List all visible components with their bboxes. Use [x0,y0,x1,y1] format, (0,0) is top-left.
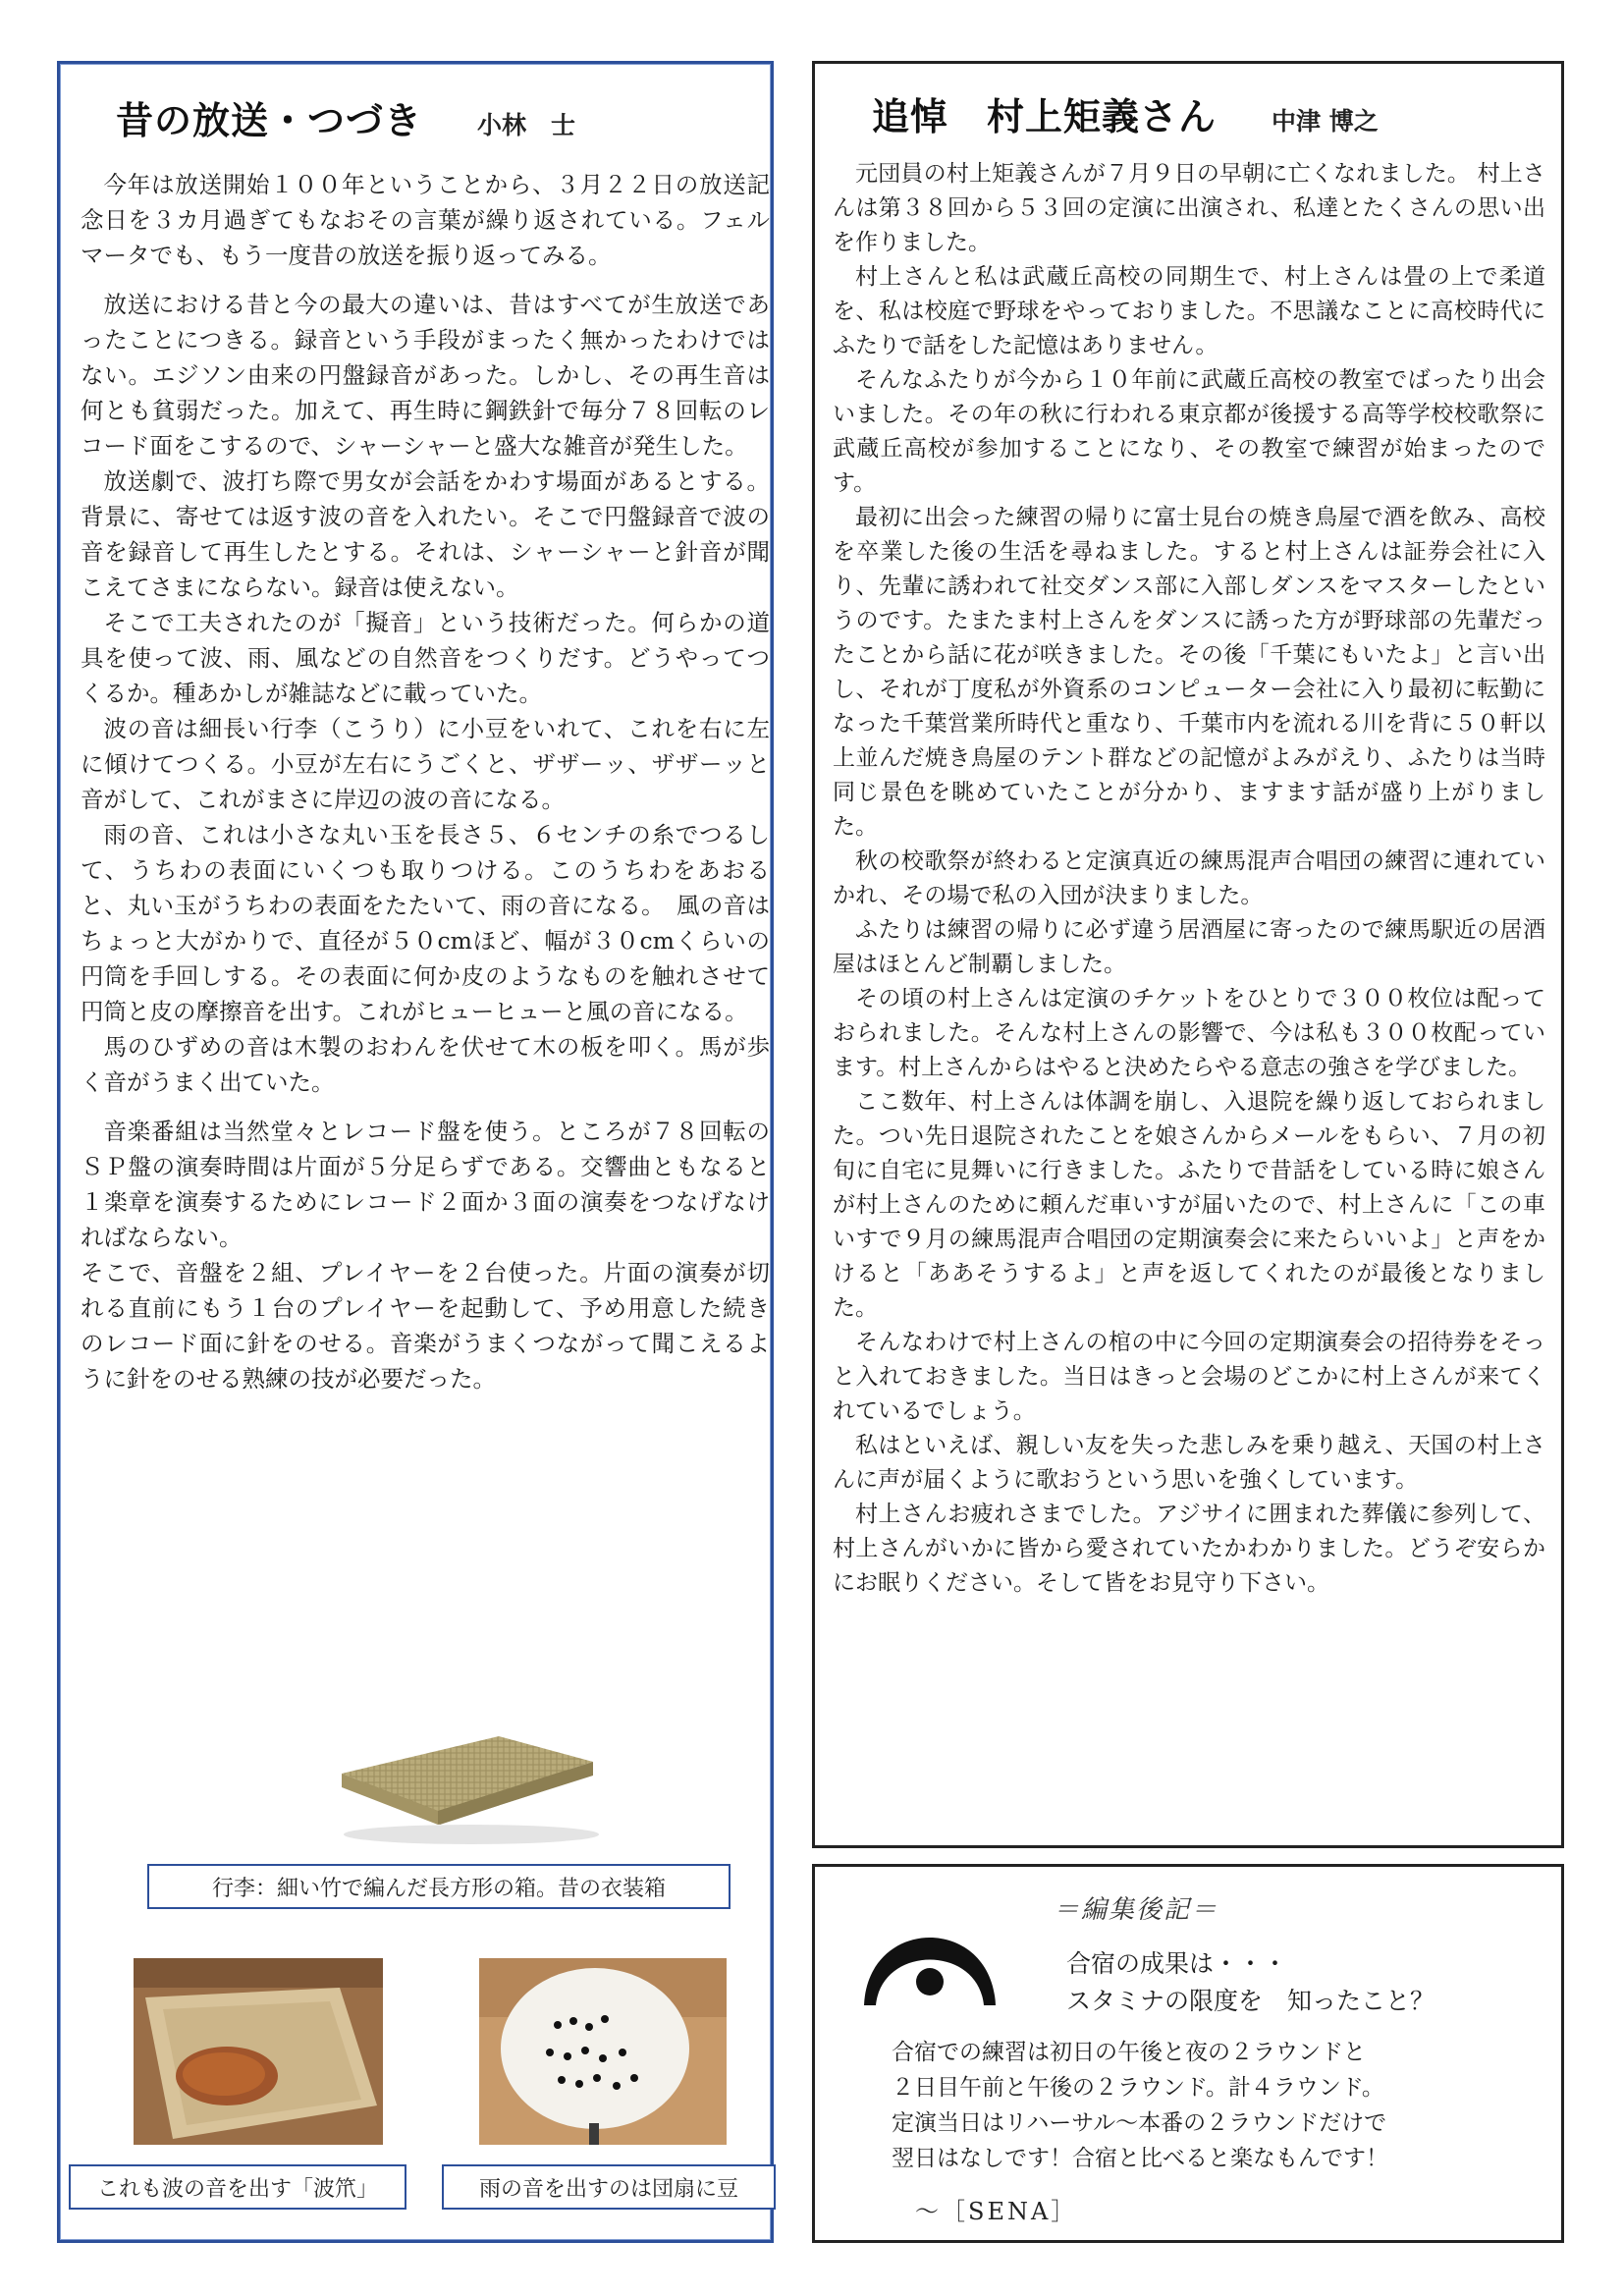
editor-notes-body [892,2035,1520,2176]
right-article-author: 中津 博之 [1272,107,1379,136]
right-paragraph: 村上さんと私は武蔵丘高校の同期生で、村上さんは畳の上で柔道を、私は校庭で野球をやっておりました。不思議なことに高校時代にふたりで話をした記憶はありません。 [833,264,1545,358]
right-article-title: 追悼 村上矩義さん [872,95,1218,138]
right-paragraph: 私はといえば、親しい友を失った悲しみを乗り越え、天国の村上さんに声が届くように歌おうという思いを強くしています。 [833,1433,1545,1493]
right-paragraph: 最初に出会った練習の帰りに富士見台の焼き鳥屋で酒を飲み、高校を卒業した後の生活を尋ねました。すると村上さんは証券会社に入り、先輩に誘われて社交ダンス部に入部しダンスをマスターしたというのです。たまたま村上さんをダンスに誘った方が野球部の先輩だったことから話に花が咲きました。その後「千葉にもいたよ」と言い出し、それが丁度私が外資系のコンピューター会社に入り最初に転勤になった千葉営業所時代と重なり、千葉市内を流れる川を背に５０軒以上並んだ焼き鳥屋のテント群などの記憶がよみがえり、ふたりは当時同じ景色を眺めていたことが分かり、ますます話が盛り上がりました。 [833,505,1546,840]
left-paragraph: そこで工夫されたのが「擬音」という技術だった。何らかの道具を使って波、雨、風などの自然音をつくりだす。どうやってつくるか。種あかしが雑誌などに載っていた。 [81,609,770,707]
editor-notes-line: ２日目午前と午後の２ラウンド。計４ラウンド。 [892,2075,1384,2101]
left-paragraph: 今年は放送開始１００年ということから、３月２２日の放送記念日を３カ月過ぎてもなおその言葉が繰り返されている。フェルマータでも、もう一度昔の放送を振り返ってみる。 [81,171,770,269]
left-article-title: 昔の放送・つづき [116,99,423,142]
right-paragraph: そんなふたりが今から１０年前に武蔵丘高校の教室でばったり出会いました。その年の秋に行われる東京都が後援する高等学校校歌祭に武蔵丘高校が参加することになり、その教室で練習が始まったのです。 [833,367,1546,496]
editor-notes-line: 定演当日はリハーサル～本番の２ラウンドだけで [892,2110,1387,2136]
editor-notes-line: 翌日はなしです！合宿と比べると楽なもんです！ [892,2146,1388,2171]
left-article-header [116,90,575,144]
editor-notes-line: 合宿での練習は初日の午後と夜の２ラウンドと [892,2040,1366,2065]
editor-notes-lead: 合宿の成果は・・・ [1066,1949,1288,1978]
kori-box-photo [324,1685,609,1852]
right-article-body [833,157,1545,1601]
editor-notes-signature: ～［SENA］ [915,2198,1078,2225]
left-paragraph: 放送劇で、波打ち際で男女が会話をかわす場面があるとする。背景に、寄せては返す波の音を入れたい。そこで円盤録音で波の音を録音して再生したとする。それは、シャーシャーと針音が聞こえてさまにならない。録音は使えない。 [81,467,770,601]
kori-caption: 行李：細い竹で編んだ長方形の箱。昔の衣装箱 [147,1864,731,1909]
left-paragraph: そこで、音盤を２組、プレイヤーを２台使った。片面の演奏が切れる直前にもう１台のプレイヤーを起動して、予め用意した続きのレコード面に針をのせる。音楽がうまくつながって聞こえるように針をのせる熟練の技が必要だった。 [81,1259,770,1393]
right-paragraph: 元団員の村上矩義さんが７月９日の早朝に亡くなれました。 村上さんは第３８回から５３回の定演に出演され、私達とたくさんの思い出を作りました。 [833,161,1545,255]
right-paragraph: ここ数年、村上さんは体調を崩し、入退院を繰り返しておられました。つい先日退院されたことを娘さんからメールをもらい、７月の初旬に自宅に見舞いに行きました。ふたりで昔話をしている時に娘さんが村上さんのために頼んだ車いすが届いたので、村上さんに「この車いすで９月の練馬混声合唱団の定期演奏会に来たらいいよ」と声をかけると「ああそうするよ」と声を返してくれたのが最後となりました。 [833,1089,1546,1321]
left-paragraph: 放送における昔と今の最大の違いは、昔はすべてが生放送であったことにつきる。録音という手段がまったく無かったわけではない。エジソン由来の円盤録音があった。しかし、その再生音は何とも貧弱だった。加えて、再生時に鋼鉄針で毎分７８回転のレコード面をこするので、シャーシャーと盛大な雑音が発生した。 [81,291,770,460]
left-paragraph: 雨の音、これは小さな丸い玉を長さ５、６センチの糸でつるして、うちわの表面にいくつも取りつける。このうちわをあおると、丸い玉がうちわの表面をたたいて、雨の音になる。 風の音はちょっと大がかりで、直径が５０cmほど、幅が３０cmくらいの円筒を手回しする。その表面に何か皮のようなものを触れさせて円筒と皮の摩擦音を出す。これがヒューヒューと風の音になる。 [81,821,770,1025]
right-paragraph: 村上さんお疲れさまでした。アジサイに囲まれた葬儀に参列して、村上さんがいかに皆から愛されていたかわかりました。どうぞ安らかにお眠りください。そして皆をお見守り下さい。 [833,1502,1545,1596]
fermata-icon [856,1895,1003,2023]
basket-caption: これも波の音を出す「波笊」 [69,2164,406,2210]
left-paragraph: 音楽番組は当然堂々とレコード盤を使う。ところが７８回転のＳＰ盤の演奏時間は片面が５分足らずである。交響曲ともなると１楽章を演奏するためにレコード２面か３面の演奏をつなげなければならない。 [81,1118,770,1251]
right-paragraph: 秋の校歌祭が終わると定演真近の練馬混声合唱団の練習に連れていかれ、その場で私の入団が決まりました。 [833,848,1545,908]
left-article-body [81,167,770,1396]
editor-notes-lead: スタミナの限度を 知ったこと？ [1066,1987,1435,2015]
uchiwa-photo [479,1958,727,2145]
uchiwa-caption: 雨の音を出すのは団扇に豆 [442,2164,776,2210]
left-article-author: 小林 士 [477,111,576,139]
basket-photo [134,1958,383,2145]
right-paragraph: その頃の村上さんは定演のチケットをひとりで３００枚位は配っておられました。そんな村上さんの影響で、今は私も３００枚配っています。村上さんからはやると決めたらやる意志の強さを学びました。 [833,986,1545,1080]
right-paragraph: ふたりは練習の帰りに必ず違う居酒屋に寄ったので練馬駅近の居酒屋はほとんど制覇しました。 [833,917,1545,977]
right-paragraph: そんなわけで村上さんの棺の中に今回の定期演奏会の招待券をそっと入れておきました。当日はきっと会場のどこかに村上さんが来てくれているでしょう。 [833,1330,1545,1424]
right-article-header [872,86,1379,140]
left-paragraph: 波の音は細長い行李（こうり）に小豆をいれて、これを右に左に傾けてつくる。小豆が左右にうごくと、ザザーッ、ザザーッと音がして、これがまさに岸辺の波の音になる。 [81,715,770,813]
left-paragraph: 馬のひずめの音は木製のおわんを伏せて木の板を叩く。馬が歩く音がうまく出ていた。 [81,1033,770,1096]
editor-notes-title: ＝編集後記＝ [1054,1895,1219,1925]
